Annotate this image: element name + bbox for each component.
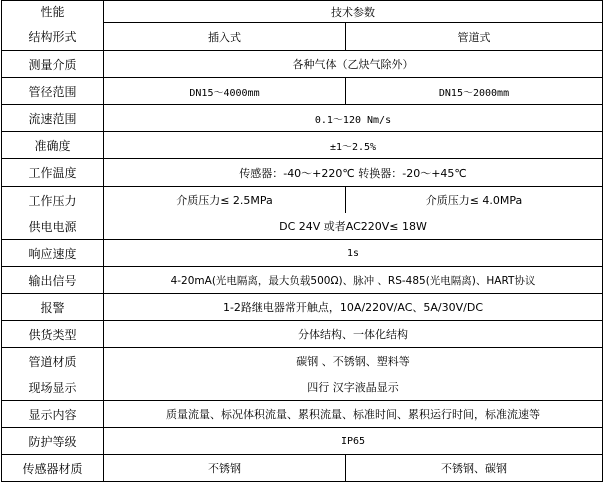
row-working-pressure bbox=[2, 187, 603, 214]
row-value-left: DN15～4000mm bbox=[104, 78, 346, 105]
row-label: 管径范围 bbox=[2, 78, 104, 105]
row-value-left: 介质压力≤ 2.5MPa bbox=[104, 187, 346, 214]
row-value: IP65 bbox=[104, 428, 603, 455]
row-value: 0.1～120 Nm/s bbox=[104, 105, 603, 132]
row-label: 准确度 bbox=[2, 132, 104, 159]
row-label: 防护等级 bbox=[2, 428, 104, 455]
row-value-right: 介质压力≤ 4.0MPa bbox=[346, 187, 603, 214]
row-value: 1-2路继电器常开触点，10A/220V/AC、5A/30V/DC bbox=[104, 294, 603, 321]
row-working-temperature bbox=[2, 159, 603, 187]
row-value: 分体结构、一体化结构 bbox=[104, 321, 603, 348]
row-output-signal bbox=[2, 267, 603, 294]
row-value: 四行 汉字液晶显示 bbox=[104, 374, 603, 401]
row-label: 测量介质 bbox=[2, 51, 104, 78]
row-label: 报警 bbox=[2, 294, 104, 321]
row-value: DC 24V 或者AC220V≤ 18W bbox=[104, 213, 603, 240]
row-value: 1s bbox=[104, 240, 603, 267]
row-accuracy bbox=[2, 132, 603, 159]
row-structure bbox=[2, 23, 603, 51]
row-display-content bbox=[2, 401, 603, 428]
row-value: 技术参数 bbox=[104, 1, 603, 23]
row-value: ±1～2.5% bbox=[104, 132, 603, 159]
row-pipe-diameter bbox=[2, 78, 603, 105]
row-supply-type bbox=[2, 321, 603, 348]
row-label: 供货类型 bbox=[2, 321, 104, 348]
row-value-right: 不锈钢、碳钢 bbox=[346, 455, 603, 482]
row-sensor-material bbox=[2, 455, 603, 482]
row-label: 管道材质 bbox=[2, 348, 104, 375]
row-label: 性能 bbox=[2, 1, 104, 23]
row-protection-class bbox=[2, 428, 603, 455]
row-label: 结构形式 bbox=[2, 23, 104, 51]
row-value-right: 管道式 bbox=[346, 23, 603, 51]
row-label: 响应速度 bbox=[2, 240, 104, 267]
row-value: 质量流量、标况体积流量、累积流量、标准时间、累积运行时间，标准流速等 bbox=[104, 401, 603, 428]
row-label: 供电电源 bbox=[2, 213, 104, 240]
row-pipe-material bbox=[2, 348, 603, 375]
row-power-supply bbox=[2, 213, 603, 240]
row-flow-velocity bbox=[2, 105, 603, 132]
row-label: 工作压力 bbox=[2, 187, 104, 214]
spec-table bbox=[1, 0, 603, 482]
row-label: 流速范围 bbox=[2, 105, 104, 132]
row-label: 工作温度 bbox=[2, 159, 104, 187]
row-local-display bbox=[2, 374, 603, 401]
row-label: 显示内容 bbox=[2, 401, 104, 428]
row-value-left: 插入式 bbox=[104, 23, 346, 51]
row-medium bbox=[2, 51, 603, 78]
row-value: 碳钢 、不锈钢、塑料等 bbox=[104, 348, 603, 375]
row-response-speed bbox=[2, 240, 603, 267]
row-label: 现场显示 bbox=[2, 374, 104, 401]
row-value-left: 不锈钢 bbox=[104, 455, 346, 482]
row-value: 4-20mA(光电隔离，最大负载500Ω)、脉冲 、RS-485(光电隔离)、HART协议 bbox=[104, 267, 603, 294]
row-header bbox=[2, 1, 603, 23]
row-alarm bbox=[2, 294, 603, 321]
row-value: 传感器：-40～+220℃ 转换器：-20～+45℃ bbox=[104, 159, 603, 187]
row-value-right: DN15～2000mm bbox=[346, 78, 603, 105]
row-label: 输出信号 bbox=[2, 267, 104, 294]
row-value: 各种气体（乙炔气除外） bbox=[104, 51, 603, 78]
row-label: 传感器材质 bbox=[2, 455, 104, 482]
